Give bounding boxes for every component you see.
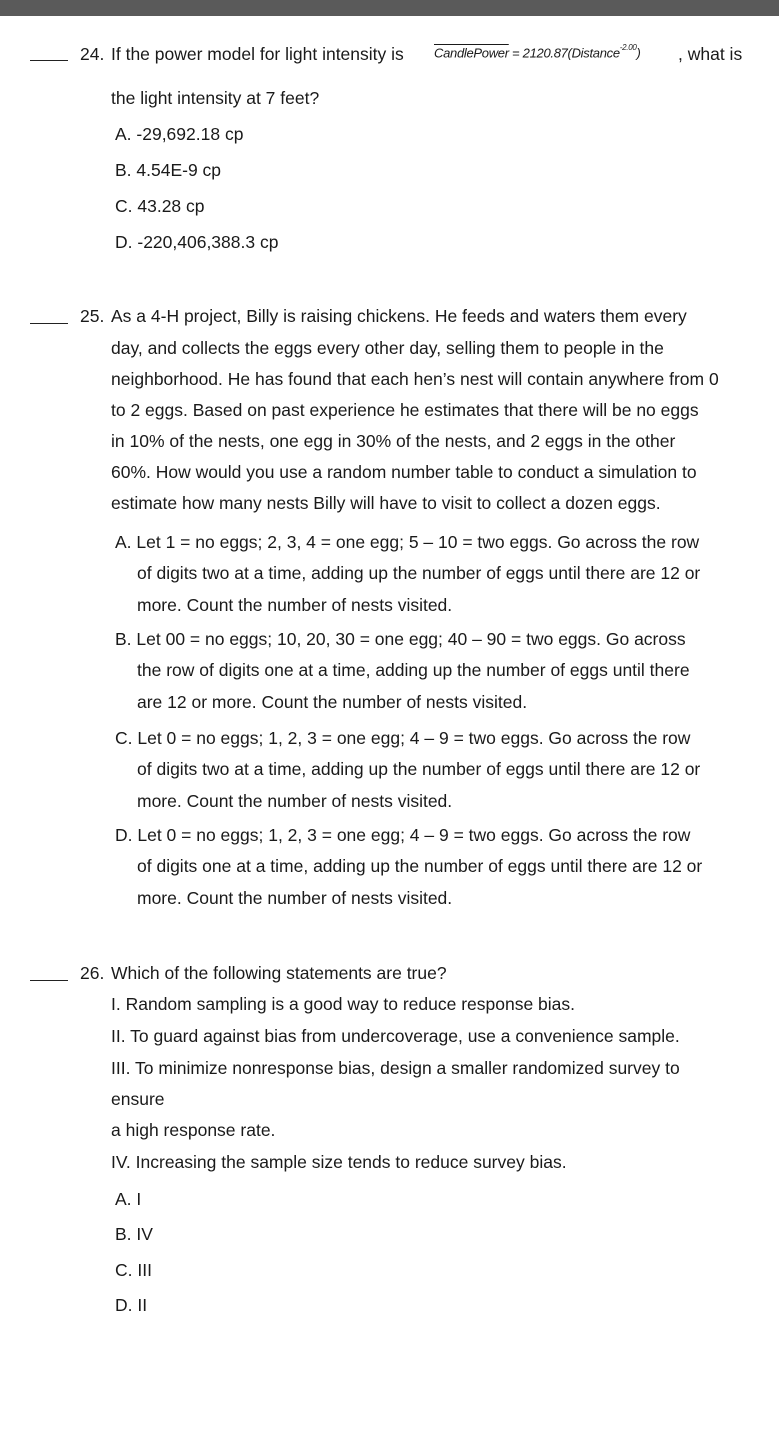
q25-choice-c[interactable]: C. Let 0 = no eggs; 1, 2, 3 = one egg; 4 – 9 = two eggs. Go across the row bbox=[115, 728, 691, 748]
q24-stem-end: , what is bbox=[678, 44, 743, 64]
q25-choice-c-cont: more. Count the number of nests visited. bbox=[137, 791, 453, 811]
answer-blank-24[interactable] bbox=[30, 60, 68, 61]
q26-choice-b[interactable]: B. IV bbox=[115, 1224, 153, 1244]
q24-stem-start: If the power model for light intensity is bbox=[111, 44, 404, 64]
top-bar bbox=[0, 0, 779, 16]
formula-rhs-end: ) bbox=[636, 45, 641, 61]
q26-statement: ensure bbox=[111, 1089, 165, 1109]
formula-exponent: -2.00 bbox=[619, 43, 637, 52]
q26-statement: III. To minimize nonresponse bias, design a smaller randomized survey to bbox=[111, 1058, 680, 1078]
q26-statement: IV. Increasing the sample size tends to reduce survey bias. bbox=[111, 1152, 567, 1172]
q25-choice-d[interactable]: D. Let 0 = no eggs; 1, 2, 3 = one egg; 4 – 9 = two eggs. Go across the row bbox=[115, 825, 691, 845]
q26-statement: I. Random sampling is a good way to reduce response bias. bbox=[111, 994, 576, 1014]
q25-stem-line: in 10% of the nests, one egg in 30% of the nests, and 2 eggs in the other bbox=[111, 431, 676, 451]
q25-stem-line: 60%. How would you use a random number table to conduct a simulation to bbox=[111, 462, 697, 482]
q25-stem-line: day, and collects the eggs every other day, selling them to people in the bbox=[111, 338, 664, 358]
q25-stem-line: estimate how many nests Billy will have to visit to collect a dozen eggs. bbox=[111, 493, 661, 513]
q25-choice-b-cont: the row of digits one at a time, adding up the number of eggs until there bbox=[137, 660, 690, 680]
question-number-25: 25. bbox=[80, 306, 105, 326]
question-number-26: 26. bbox=[80, 963, 105, 983]
q25-choice-d-cont: of digits one at a time, adding up the number of eggs until there are 12 or bbox=[137, 856, 703, 876]
q26-choice-d[interactable]: D. II bbox=[115, 1295, 148, 1315]
q24-formula bbox=[434, 42, 641, 61]
q25-stem-line: to 2 eggs. Based on past experience he estimates that there will be no eggs bbox=[111, 400, 699, 420]
formula-rhs-start: = 2120.87(Distance bbox=[508, 45, 620, 61]
answer-blank-26[interactable] bbox=[30, 980, 68, 981]
q25-choice-b-cont: are 12 or more. Count the number of nests visited. bbox=[137, 692, 528, 712]
q25-stem-line: As a 4-H project, Billy is raising chickens. He feeds and waters them every bbox=[111, 306, 687, 326]
q24-choice-b[interactable]: B. 4.54E-9 cp bbox=[115, 160, 222, 180]
q25-choice-a-cont: of digits two at a time, adding up the number of eggs until there are 12 or bbox=[137, 563, 701, 583]
q25-choice-b[interactable]: B. Let 00 = no eggs; 10, 20, 30 = one egg; 40 – 90 = two eggs. Go across bbox=[115, 629, 686, 649]
q24-stem-line2: the light intensity at 7 feet? bbox=[111, 88, 320, 108]
q26-choice-a[interactable]: A. I bbox=[115, 1189, 142, 1209]
q24-choice-c[interactable]: C. 43.28 cp bbox=[115, 196, 205, 216]
q25-choice-c-cont: of digits two at a time, adding up the number of eggs until there are 12 or bbox=[137, 759, 701, 779]
q25-stem-line: neighborhood. He has found that each hen’s nest will contain anywhere from 0 bbox=[111, 369, 719, 389]
q25-choice-d-cont: more. Count the number of nests visited. bbox=[137, 888, 453, 908]
q26-choice-c[interactable]: C. III bbox=[115, 1260, 152, 1280]
q25-choice-a-cont: more. Count the number of nests visited. bbox=[137, 595, 453, 615]
q24-choice-a[interactable]: A. -29,692.18 cp bbox=[115, 124, 244, 144]
q24-choice-d[interactable]: D. -220,406,388.3 cp bbox=[115, 232, 279, 252]
formula-lhs: CandlePower bbox=[434, 45, 509, 61]
q26-stem: Which of the following statements are true? bbox=[111, 963, 447, 983]
answer-blank-25[interactable] bbox=[30, 323, 68, 324]
q26-statement: a high response rate. bbox=[111, 1120, 276, 1140]
q25-choice-a[interactable]: A. Let 1 = no eggs; 2, 3, 4 = one egg; 5 – 10 = two eggs. Go across the row bbox=[115, 532, 700, 552]
question-number-24: 24. bbox=[80, 44, 105, 64]
q26-statement: II. To guard against bias from undercoverage, use a convenience sample. bbox=[111, 1026, 680, 1046]
